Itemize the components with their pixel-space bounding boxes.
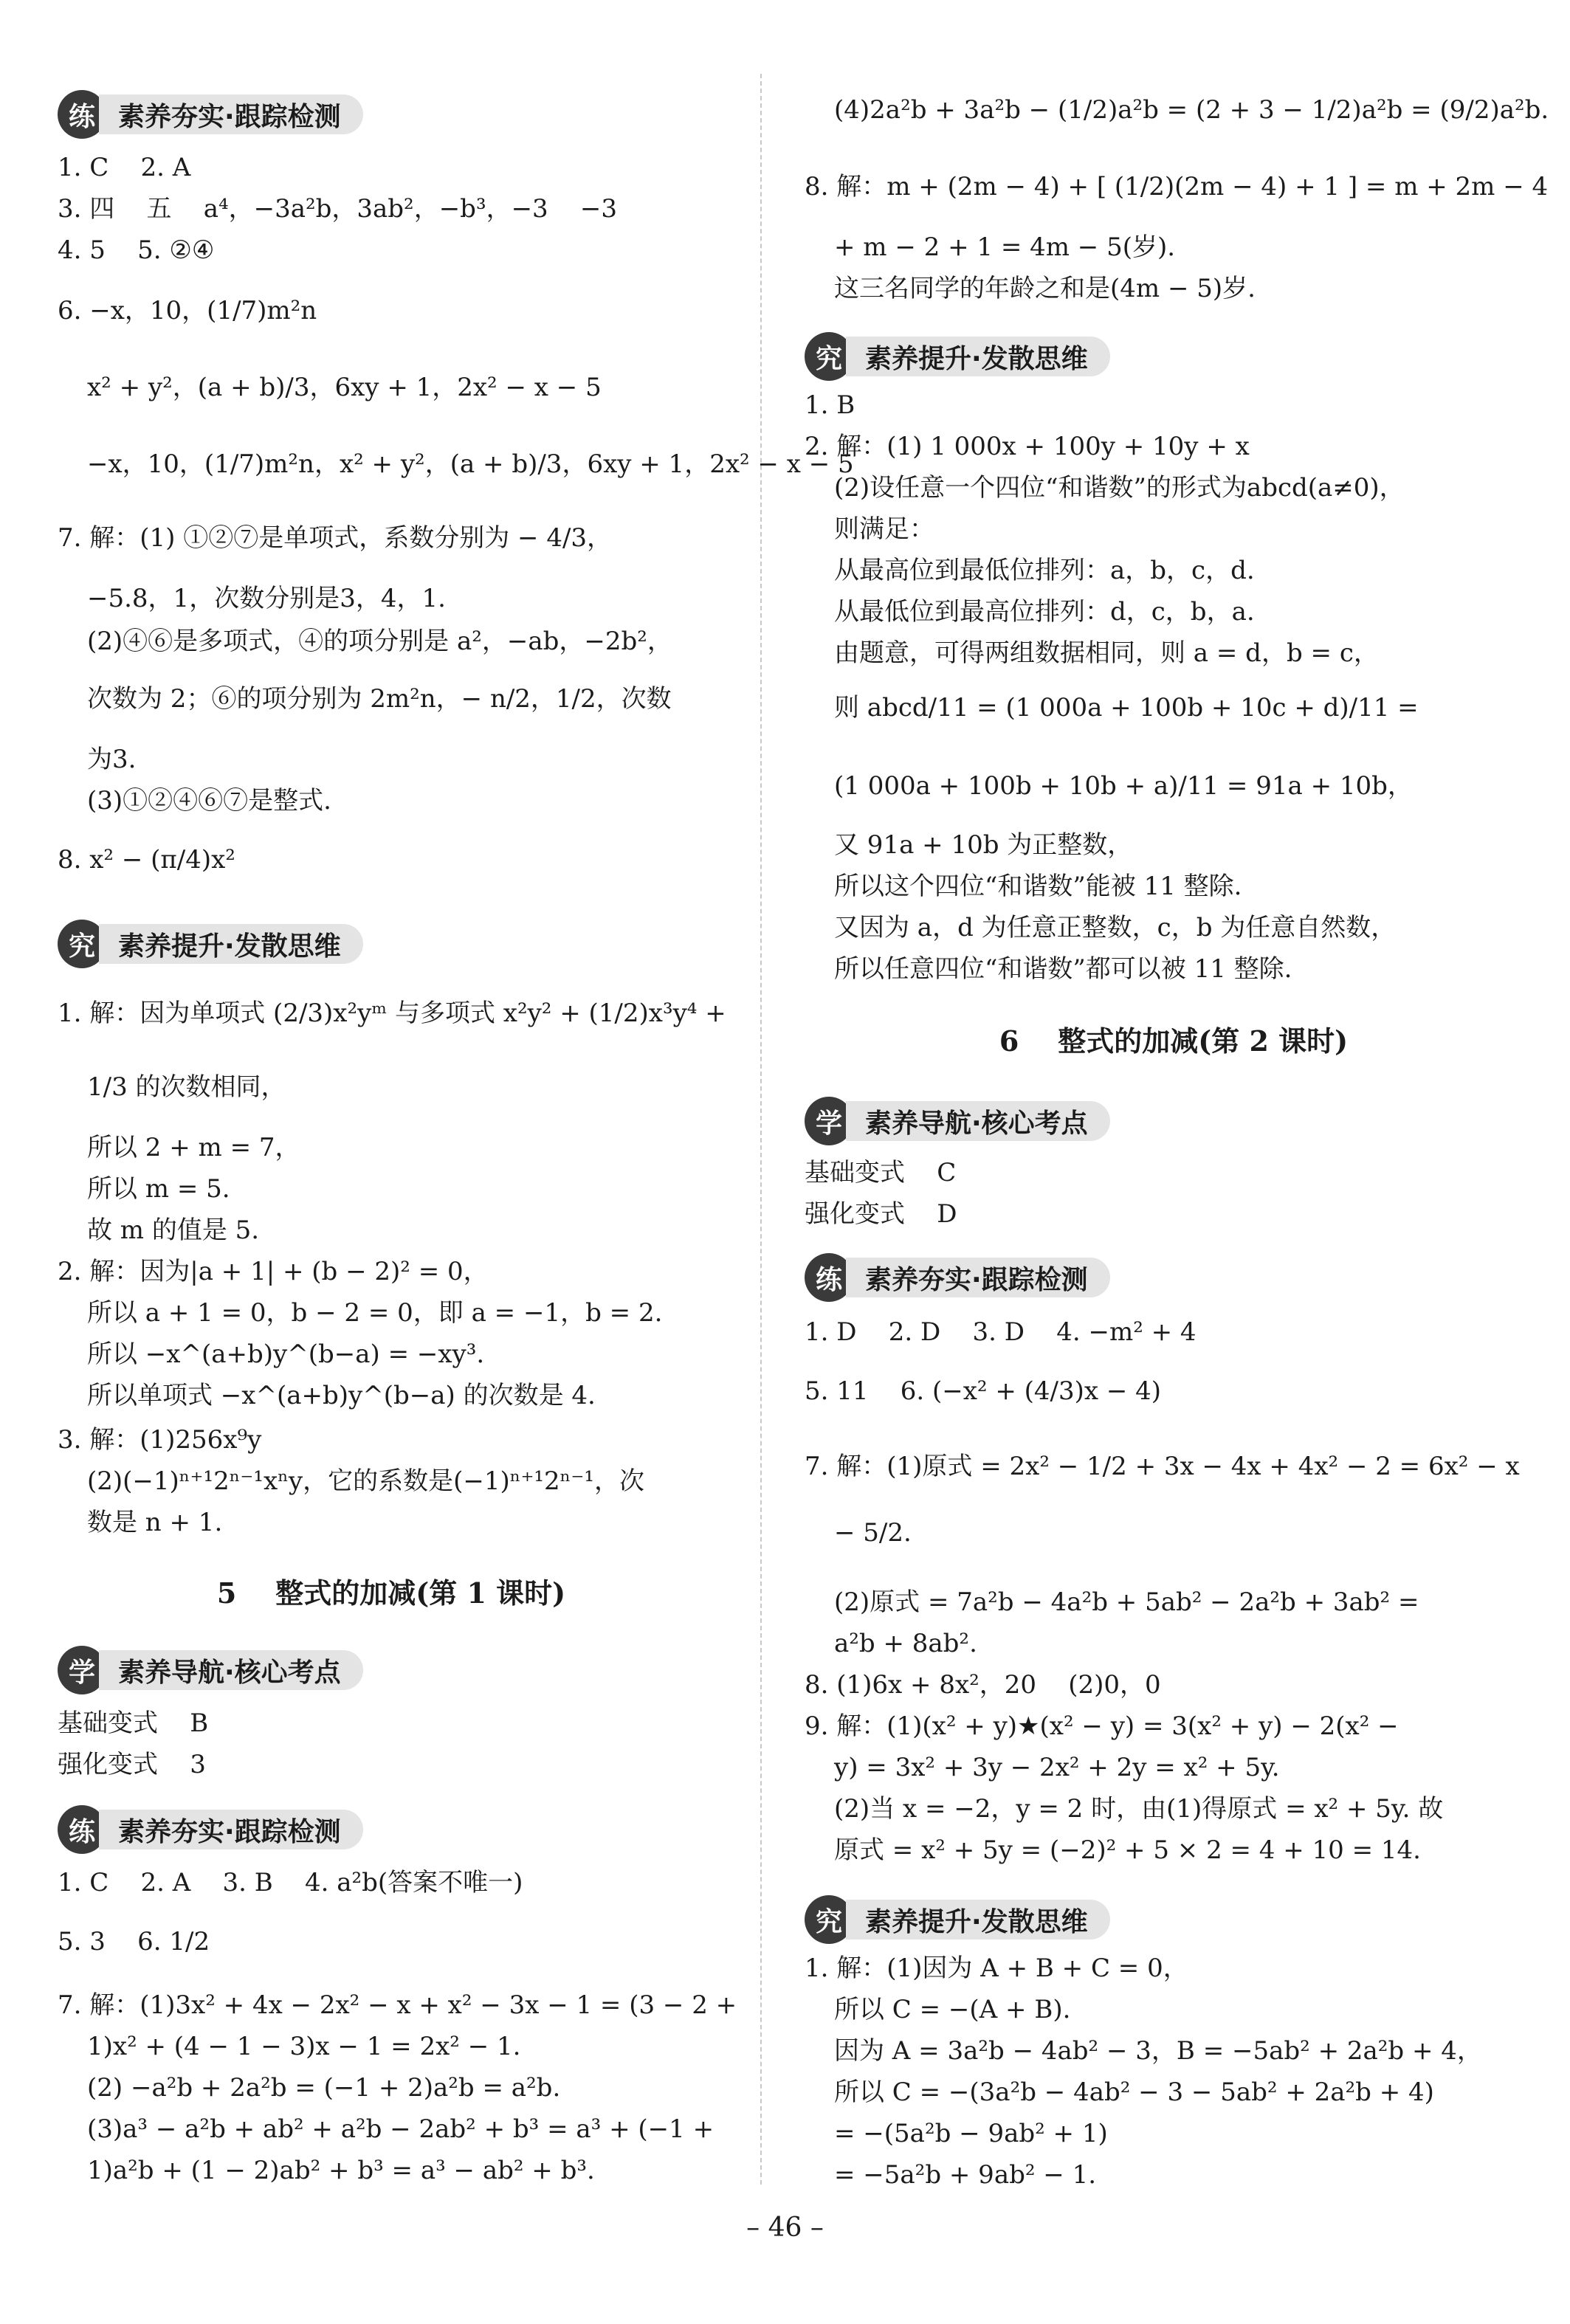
answer-line: 从最低位到最高位排列：d，c，b，a. bbox=[834, 597, 1255, 627]
answer-line: 2. 解：(1) 1 000x + 100y + 10y + x bbox=[805, 432, 1250, 461]
answer-line: 所以 C = −(3a²b − 4ab² − 3 − 5ab² + 2a²b + 4) bbox=[834, 2078, 1434, 2107]
lian-badge-icon: 练 bbox=[58, 90, 106, 139]
jiu-badge-icon: 究 bbox=[805, 1895, 853, 1944]
answer-line: = −(5a²b − 9ab² + 1) bbox=[834, 2119, 1108, 2148]
answer-line: 所以单项式 −x^(a+b)y^(b−a) 的次数是 4. bbox=[87, 1381, 596, 1410]
answer-line: 又 91a + 10b 为正整数， bbox=[834, 830, 1133, 860]
answer-line: 则 abcd/11 = (1 000a + 100b + 10c + d)/11 = bbox=[834, 693, 1419, 723]
answer-line: = −5a²b + 9ab² − 1. bbox=[834, 2160, 1097, 2190]
answer-line: (2)原式 = 7a²b − 4a²b + 5ab² − 2a²b + 3ab² = bbox=[834, 1587, 1419, 1617]
answer-line: 所以 2 + m = 7， bbox=[87, 1133, 300, 1162]
answer-line: − 5/2. bbox=[834, 1518, 912, 1548]
answer-line: 1. 解：(1)因为 A + B + C = 0， bbox=[805, 1954, 1188, 1983]
answer-line: 4. 5 5. ②④ bbox=[58, 235, 215, 265]
header-label: 素养夯实·跟踪检测 bbox=[99, 1810, 363, 1849]
section-header-extension bbox=[805, 332, 1110, 381]
header-label: 素养提升·发散思维 bbox=[846, 1900, 1110, 1939]
lesson-title: 5 整式的加减(第 1 课时) bbox=[216, 1576, 566, 1610]
section-header-extension bbox=[805, 1895, 1110, 1944]
answer-line: 6. −x，10，(1/7)m²n bbox=[58, 296, 317, 325]
section-header-practice bbox=[805, 1253, 1110, 1302]
answer-line: (2)设任意一个四位“和谐数”的形式为abcd(a≠0)， bbox=[834, 473, 1405, 503]
answer-line: 所以 a + 1 = 0，b − 2 = 0，即 a = −1，b = 2. bbox=[87, 1298, 663, 1328]
section-header-extension bbox=[58, 920, 363, 968]
answer-line: 1/3 的次数相同， bbox=[87, 1072, 286, 1102]
section-header-guide bbox=[58, 1646, 363, 1694]
answer-line: 所以任意四位“和谐数”都可以被 11 整除. bbox=[834, 954, 1292, 984]
answer-line: −5.8，1，次数分别是3，4，1. bbox=[87, 584, 446, 613]
answer-line: (2)④⑥是多项式，④的项分别是 a²，−ab，−2b²， bbox=[87, 627, 672, 656]
answer-line: 基础变式 C bbox=[805, 1158, 957, 1187]
answer-line: 故 m 的值是 5. bbox=[87, 1216, 260, 1245]
answer-line: 1. C 2. A 3. B 4. a²b(答案不唯一) bbox=[58, 1868, 523, 1897]
answer-line: 1. D 2. D 3. D 4. −m² + 4 bbox=[805, 1317, 1197, 1347]
jiu-badge-icon: 究 bbox=[805, 332, 853, 381]
answer-line: 1)x² + (4 − 1 − 3)x − 1 = 2x² − 1. bbox=[87, 2032, 521, 2061]
answer-line: + m − 2 + 1 = 4m − 5(岁). bbox=[834, 232, 1176, 262]
xue-badge-icon: 学 bbox=[805, 1097, 853, 1145]
answer-line: 2. 解：因为|a + 1| + (b − 2)² = 0， bbox=[58, 1257, 489, 1286]
answer-line: (1 000a + 100b + 10b + a)/11 = 91a + 10b， bbox=[834, 771, 1413, 801]
header-label: 素养夯实·跟踪检测 bbox=[99, 94, 363, 134]
lesson-title: 6 整式的加减(第 2 课时) bbox=[999, 1024, 1349, 1058]
answer-line: (2)当 x = −2，y = 2 时，由(1)得原式 = x² + 5y. 故 bbox=[834, 1794, 1444, 1824]
answer-line: 又因为 a，d 为任意正整数，c，b 为任意自然数， bbox=[834, 913, 1397, 942]
answer-line: 因为 A = 3a²b − 4ab² − 3，B = −5ab² + 2a²b + 4， bbox=[834, 2036, 1482, 2066]
answer-line: 1. 解：因为单项式 (2/3)x²yᵐ 与多项式 x²y² + (1/2)x³y⁴ + bbox=[58, 999, 726, 1028]
answer-line: 从最高位到最低位排列：a，b，c，d. bbox=[834, 556, 1255, 585]
answer-line: 基础变式 B bbox=[58, 1708, 209, 1738]
jiu-badge-icon: 究 bbox=[58, 920, 106, 968]
answer-line: 1. C 2. A bbox=[58, 153, 191, 182]
header-label: 素养导航·核心考点 bbox=[99, 1650, 363, 1690]
answer-line: 强化变式 3 bbox=[58, 1750, 206, 1779]
xue-badge-icon: 学 bbox=[58, 1646, 106, 1694]
answer-line: 则满足： bbox=[834, 514, 934, 544]
page-number: – 46 – bbox=[746, 2213, 824, 2243]
section-header-guide bbox=[805, 1097, 1110, 1145]
answer-line: 1. B bbox=[805, 390, 855, 420]
answer-line: 所以 −x^(a+b)y^(b−a) = −xy³. bbox=[87, 1339, 485, 1369]
answer-line: 所以这个四位“和谐数”能被 11 整除. bbox=[834, 872, 1242, 901]
answer-line: 8. x² − (π/4)x² bbox=[58, 845, 235, 875]
answer-line: 5. 3 6. 1/2 bbox=[58, 1927, 210, 1956]
answer-line: 1)a²b + (1 − 2)ab² + b³ = a³ − ab² + b³. bbox=[87, 2156, 595, 2185]
answer-line: 由题意，可得两组数据相同，则 a = d，b = c， bbox=[834, 638, 1379, 668]
answer-line: 7. 解：(1)原式 = 2x² − 1/2 + 3x − 4x + 4x² − 2 = 6x² − x bbox=[805, 1452, 1520, 1481]
answer-line: 所以 m = 5. bbox=[87, 1174, 230, 1204]
answer-line: 7. 解：(1) ①②⑦是单项式，系数分别为 − 4/3， bbox=[58, 523, 613, 553]
lian-badge-icon: 练 bbox=[805, 1253, 853, 1302]
answer-line: 强化变式 D bbox=[805, 1199, 957, 1229]
answer-line: (3)a³ − a²b + ab² + a²b − 2ab² + b³ = a³ + (−1 + bbox=[87, 2114, 715, 2144]
header-label: 素养提升·发散思维 bbox=[99, 924, 363, 964]
answer-line: x² + y²，(a + b)/3，6xy + 1，2x² − x − 5 bbox=[87, 373, 602, 402]
answer-line: 为3. bbox=[87, 745, 137, 774]
answer-line: 次数为 2；⑥的项分别为 2m²n，− n/2，1/2，次数 bbox=[87, 684, 672, 714]
answer-line: 8. (1)6x + 8x²，20 (2)0，0 bbox=[805, 1670, 1161, 1700]
answer-line: 7. 解：(1)3x² + 4x − 2x² − x + x² − 3x − 1 = (3 − 2 + bbox=[58, 1990, 737, 2020]
column-divider bbox=[760, 74, 762, 2185]
answer-line: y) = 3x² + 3y − 2x² + 2y = x² + 5y. bbox=[834, 1753, 1280, 1782]
section-header-practice bbox=[58, 1805, 363, 1854]
header-label: 素养导航·核心考点 bbox=[846, 1101, 1110, 1141]
section-header-practice bbox=[58, 90, 363, 139]
header-label: 素养提升·发散思维 bbox=[846, 337, 1110, 376]
answer-line: a²b + 8ab². bbox=[834, 1629, 977, 1658]
answer-line: (4)2a²b + 3a²b − (1/2)a²b = (2 + 3 − 1/2)a²b = (9/2)a²b. bbox=[834, 95, 1549, 125]
lian-badge-icon: 练 bbox=[58, 1805, 106, 1854]
answer-line: (2)(−1)ⁿ⁺¹2ⁿ⁻¹xⁿy，它的系数是(−1)ⁿ⁺¹2ⁿ⁻¹，次 bbox=[87, 1466, 644, 1496]
answer-line: −x，10，(1/7)m²n，x² + y²，(a + b)/3，6xy + 1，2x² − x − 5 bbox=[87, 449, 854, 479]
answer-line: (2) −a²b + 2a²b = (−1 + 2)a²b = a²b. bbox=[87, 2073, 561, 2103]
answer-line: 3. 四 五 a⁴，−3a²b，3ab²，−b³，−3 −3 bbox=[58, 194, 618, 224]
answer-line: 所以 C = −(A + B). bbox=[834, 1995, 1071, 2024]
answer-line: 这三名同学的年龄之和是(4m − 5)岁. bbox=[834, 274, 1256, 303]
answer-line: 9. 解：(1)(x² + y)★(x² − y) = 3(x² + y) − 2(x² − bbox=[805, 1711, 1399, 1741]
answer-line: 数是 n + 1. bbox=[87, 1508, 223, 1537]
answer-line: 8. 解：m + (2m − 4) + [ (1/2)(2m − 4) + 1 ] = m + 2m − 4 bbox=[805, 172, 1549, 201]
answer-line: 5. 11 6. (−x² + (4/3)x − 4) bbox=[805, 1376, 1162, 1406]
header-label: 素养夯实·跟踪检测 bbox=[846, 1258, 1110, 1297]
answer-line: 3. 解：(1)256x⁹y bbox=[58, 1425, 262, 1455]
answer-line: 原式 = x² + 5y = (−2)² + 5 × 2 = 4 + 10 = 14. bbox=[834, 1835, 1421, 1865]
answer-line: (3)①②④⑥⑦是整式. bbox=[87, 786, 331, 816]
